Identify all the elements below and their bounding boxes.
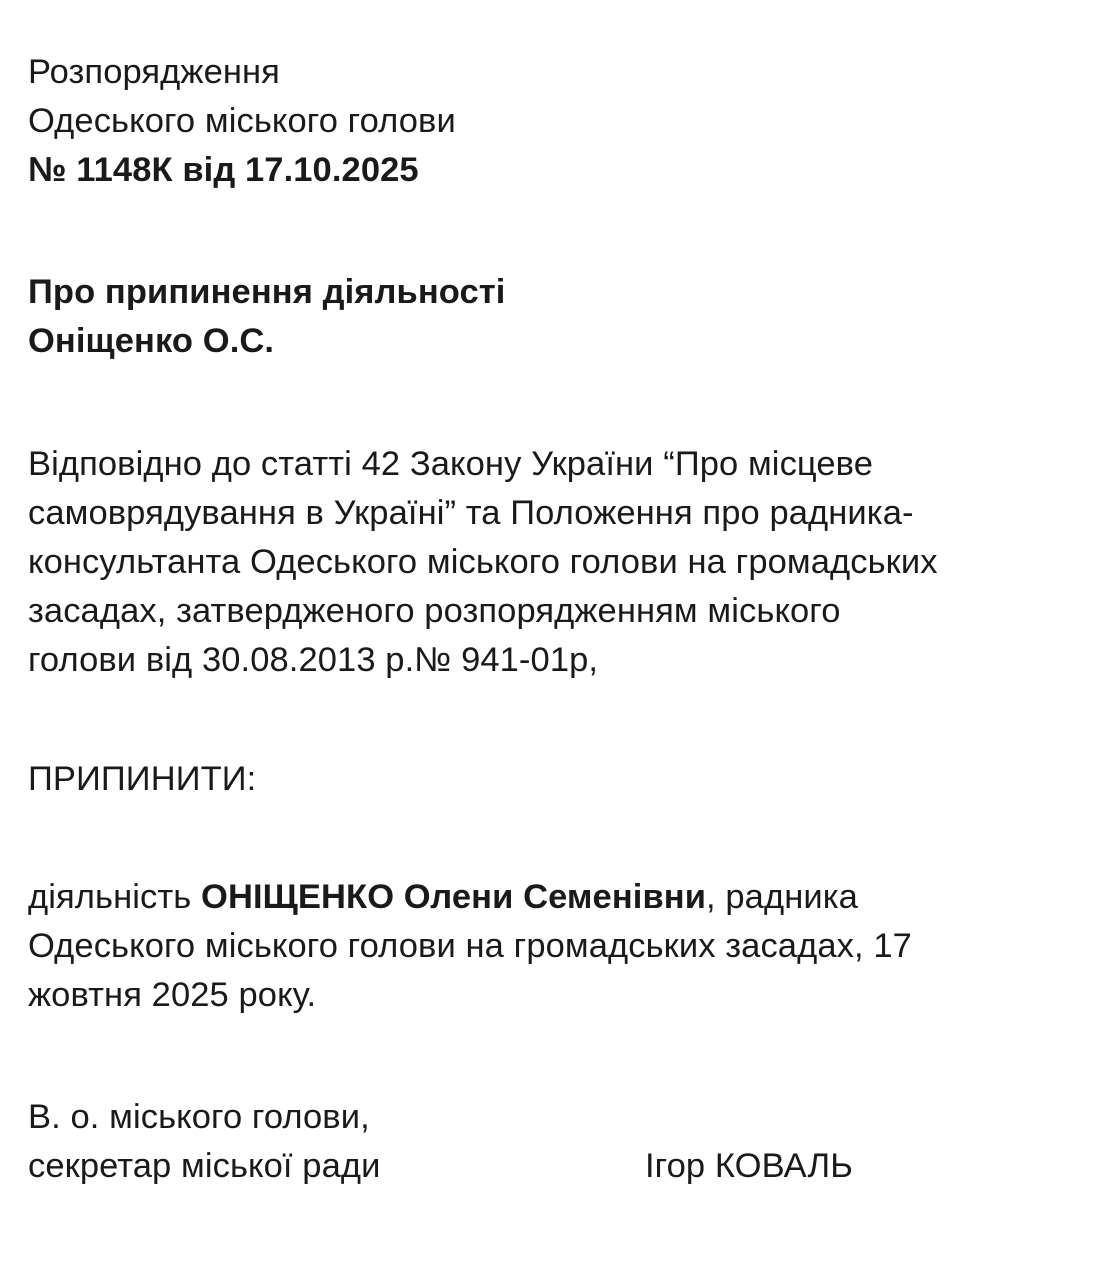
- preamble-line: Відповідно до статті 42 Закону України “Про місцеве: [28, 445, 874, 483]
- preamble-line: консультанта Одеського міського голови на громадських: [28, 543, 938, 581]
- detail-prefix: діяльність: [28, 878, 202, 916]
- title-line-2: Оніщенко О.С.: [28, 322, 275, 360]
- order-section: [28, 755, 1078, 804]
- preamble-line: голови від 30.08.2013 р.№ 941-01р,: [28, 641, 599, 679]
- signature-block: [28, 1093, 1078, 1191]
- signer-role-line-1: В. о. міського голови,: [28, 1098, 370, 1136]
- preamble-line: засадах, затвердженого розпорядженням міського: [28, 592, 841, 630]
- document-type: Розпорядження: [28, 53, 280, 91]
- document-issuer: Одеського міського голови: [28, 102, 456, 140]
- document-body: [28, 48, 1078, 1191]
- detail-line-2: Одеського міського голови на громадських засадах, 17: [28, 927, 912, 965]
- preamble-line: самоврядування в Україні” та Положення про радника-: [28, 494, 914, 532]
- title-line-1: Про припинення діяльності: [28, 273, 506, 311]
- order-detail-paragraph: [28, 873, 1078, 1020]
- signer-role-line-2: секретар міської ради: [28, 1147, 381, 1185]
- order-word: ПРИПИНИТИ:: [28, 760, 257, 798]
- detail-line-3: жовтня 2025 року.: [28, 976, 317, 1014]
- signer-name: Ігор КОВАЛЬ: [645, 1147, 853, 1185]
- document-header: [28, 48, 1078, 195]
- signature-row: [28, 1142, 1078, 1191]
- preamble-paragraph: [28, 440, 1078, 685]
- detail-suffix: , радника: [706, 878, 858, 916]
- document-title: [28, 268, 1078, 366]
- document-number-date: № 1148К від 17.10.2025: [28, 151, 419, 189]
- detail-line-1: [28, 873, 1078, 922]
- person-name: ОНІЩЕНКО Олени Семенівни: [201, 878, 707, 916]
